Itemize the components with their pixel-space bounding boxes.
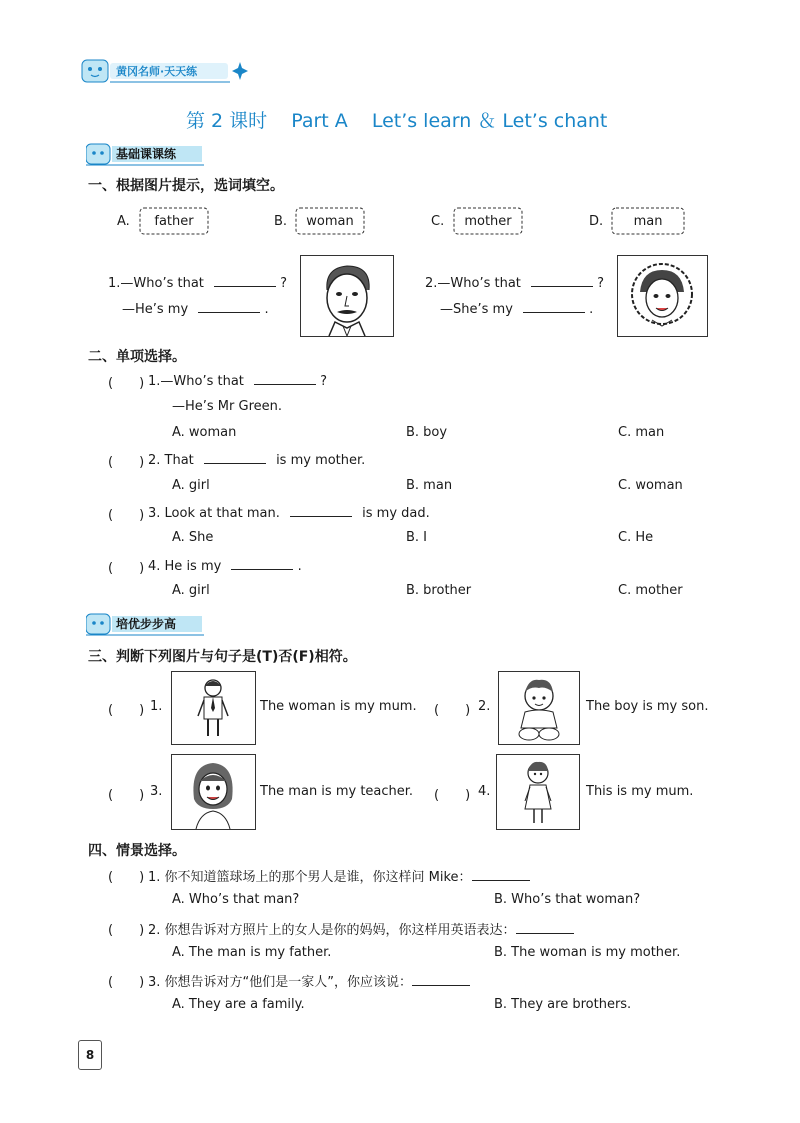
- woman-illustration: [172, 755, 255, 829]
- girl-picture: [496, 754, 580, 830]
- s4-q1-option-a[interactable]: A. Who’s that man?: [172, 892, 300, 907]
- option-c-word: mother: [464, 213, 512, 229]
- s4-q2-stem: 2. 你想告诉对方照片上的女人是你的妈妈，你这样用英语表达：: [148, 919, 574, 938]
- s4-q1-stem: 1. 你不知道篮球场上的那个男人是谁，你这样问 Mike：: [148, 866, 530, 885]
- s4-q3-option-a[interactable]: A. They are a family.: [172, 997, 305, 1012]
- section1-heading: 一、根据图片提示，选词填空。: [88, 178, 284, 194]
- s3-item4-paren[interactable]: ( ): [434, 788, 471, 803]
- s3-item3-sentence: The man is my teacher.: [260, 784, 414, 799]
- answer-blank[interactable]: [531, 274, 593, 287]
- s2-q2-stem: 2. That is my mother.: [148, 453, 366, 468]
- s4-q1-paren[interactable]: ( ): [108, 870, 145, 885]
- s3-item4-sentence: This is my mum.: [586, 784, 694, 799]
- series-logo-text: 黄冈名师·天天练: [116, 65, 198, 78]
- s2-q2-paren[interactable]: ( ): [108, 455, 145, 470]
- option-d-box: [610, 206, 686, 236]
- s3-item3-paren[interactable]: ( ): [108, 788, 145, 803]
- s2-q4-option-b[interactable]: B. brother: [406, 583, 472, 598]
- s3-item1-sentence: The woman is my mum.: [260, 699, 417, 714]
- s2-q1-stem2: —He’s Mr Green.: [172, 399, 283, 414]
- page-title: [186, 106, 607, 133]
- section-badge-advanced: [86, 611, 206, 637]
- option-d-letter: D.: [589, 214, 604, 229]
- s2-q3-paren[interactable]: ( ): [108, 508, 145, 523]
- s4-q2-paren[interactable]: ( ): [108, 923, 145, 938]
- man-face-illustration: [301, 256, 393, 336]
- page-number: 8: [78, 1040, 102, 1070]
- s3-item1-num: 1.: [150, 699, 163, 714]
- boy-picture: [498, 671, 580, 745]
- s1-q2-line1: 2.—Who’s that ?: [425, 276, 605, 291]
- answer-blank[interactable]: [290, 504, 352, 517]
- option-b-letter: B.: [274, 214, 288, 229]
- answer-blank[interactable]: [523, 300, 585, 313]
- series-logo: [80, 56, 250, 86]
- s2-q3-option-a[interactable]: A. She: [172, 530, 214, 545]
- answer-blank[interactable]: [254, 372, 316, 385]
- man-portrait-picture: [300, 255, 394, 337]
- boy-illustration: [499, 672, 579, 744]
- s4-q2-option-a[interactable]: A. The man is my father.: [172, 945, 332, 960]
- man-standing-picture: [171, 671, 256, 745]
- section4-heading: 四、情景选择。: [88, 843, 186, 859]
- option-c-letter: C.: [431, 214, 445, 229]
- answer-blank[interactable]: [214, 274, 276, 287]
- s2-q3-option-c[interactable]: C. He: [618, 530, 654, 545]
- option-a-box: [138, 206, 210, 236]
- answer-blank[interactable]: [472, 868, 530, 881]
- woman-portrait-picture: [617, 255, 708, 337]
- title-topic: Let’s learn ＆ Let’s chant: [371, 110, 608, 132]
- section3-heading: 三、判断下列图片与句子是(T)否(F)相符。: [88, 649, 357, 665]
- answer-blank[interactable]: [198, 300, 260, 313]
- s4-q3-stem: 3. 你想告诉对方“他们是一家人”，你应该说：: [148, 971, 470, 990]
- girl-illustration: [497, 755, 579, 829]
- s2-q2-option-b[interactable]: B. man: [406, 478, 453, 493]
- title-lesson: 第 2 课时: [186, 110, 268, 132]
- s1-q2-line2: —She’s my .: [440, 302, 594, 317]
- s2-q4-paren[interactable]: ( ): [108, 561, 145, 576]
- answer-blank[interactable]: [231, 557, 293, 570]
- answer-blank[interactable]: [204, 451, 266, 464]
- s2-q1-option-a[interactable]: A. woman: [172, 425, 237, 440]
- option-b-box: [294, 206, 366, 236]
- s2-q1-option-c[interactable]: C. man: [618, 425, 665, 440]
- s3-item1-paren[interactable]: ( ): [108, 703, 145, 718]
- man-standing-illustration: [172, 672, 255, 744]
- s3-item2-paren[interactable]: ( ): [434, 703, 471, 718]
- answer-blank[interactable]: [412, 973, 470, 986]
- option-a-letter: A.: [117, 214, 130, 229]
- s4-q3-paren[interactable]: ( ): [108, 975, 145, 990]
- s3-item4-num: 4.: [478, 784, 491, 799]
- s2-q3-stem: 3. Look at that man. is my dad.: [148, 506, 430, 521]
- s3-item2-num: 2.: [478, 699, 491, 714]
- badge-basic-label: 基础课课练: [116, 147, 177, 161]
- answer-blank[interactable]: [516, 921, 574, 934]
- s4-q2-option-b[interactable]: B. The woman is my mother.: [494, 945, 681, 960]
- s2-q3-option-b[interactable]: B. I: [406, 530, 428, 545]
- s4-q3-option-b[interactable]: B. They are brothers.: [494, 997, 632, 1012]
- s2-q1-stem: 1.—Who’s that ?: [148, 374, 328, 389]
- title-part: Part A: [291, 110, 348, 132]
- option-c-box: [452, 206, 524, 236]
- s2-q2-option-a[interactable]: A. girl: [172, 478, 210, 493]
- s2-q4-stem: 4. He is my .: [148, 559, 302, 574]
- s3-item2-sentence: The boy is my son.: [586, 699, 709, 714]
- option-d-word: man: [633, 213, 663, 229]
- woman-picture: [171, 754, 256, 830]
- s4-q1-option-b[interactable]: B. Who’s that woman?: [494, 892, 641, 907]
- s2-q4-option-c[interactable]: C. mother: [618, 583, 683, 598]
- option-b-word: woman: [306, 213, 354, 229]
- s3-item3-num: 3.: [150, 784, 163, 799]
- option-a-word: father: [154, 213, 194, 229]
- section2-heading: 二、单项选择。: [88, 349, 186, 365]
- s2-q1-option-b[interactable]: B. boy: [406, 425, 448, 440]
- s2-q4-option-a[interactable]: A. girl: [172, 583, 210, 598]
- section-badge-basic: [86, 141, 206, 167]
- woman-face-illustration: [618, 256, 707, 336]
- s2-q2-option-c[interactable]: C. woman: [618, 478, 683, 493]
- s2-q1-paren[interactable]: ( ): [108, 376, 145, 391]
- badge-advanced-label: 培优步步高: [116, 617, 177, 631]
- s1-q1-line1: 1.—Who’s that ?: [108, 276, 288, 291]
- s1-q1-line2: —He’s my .: [122, 302, 269, 317]
